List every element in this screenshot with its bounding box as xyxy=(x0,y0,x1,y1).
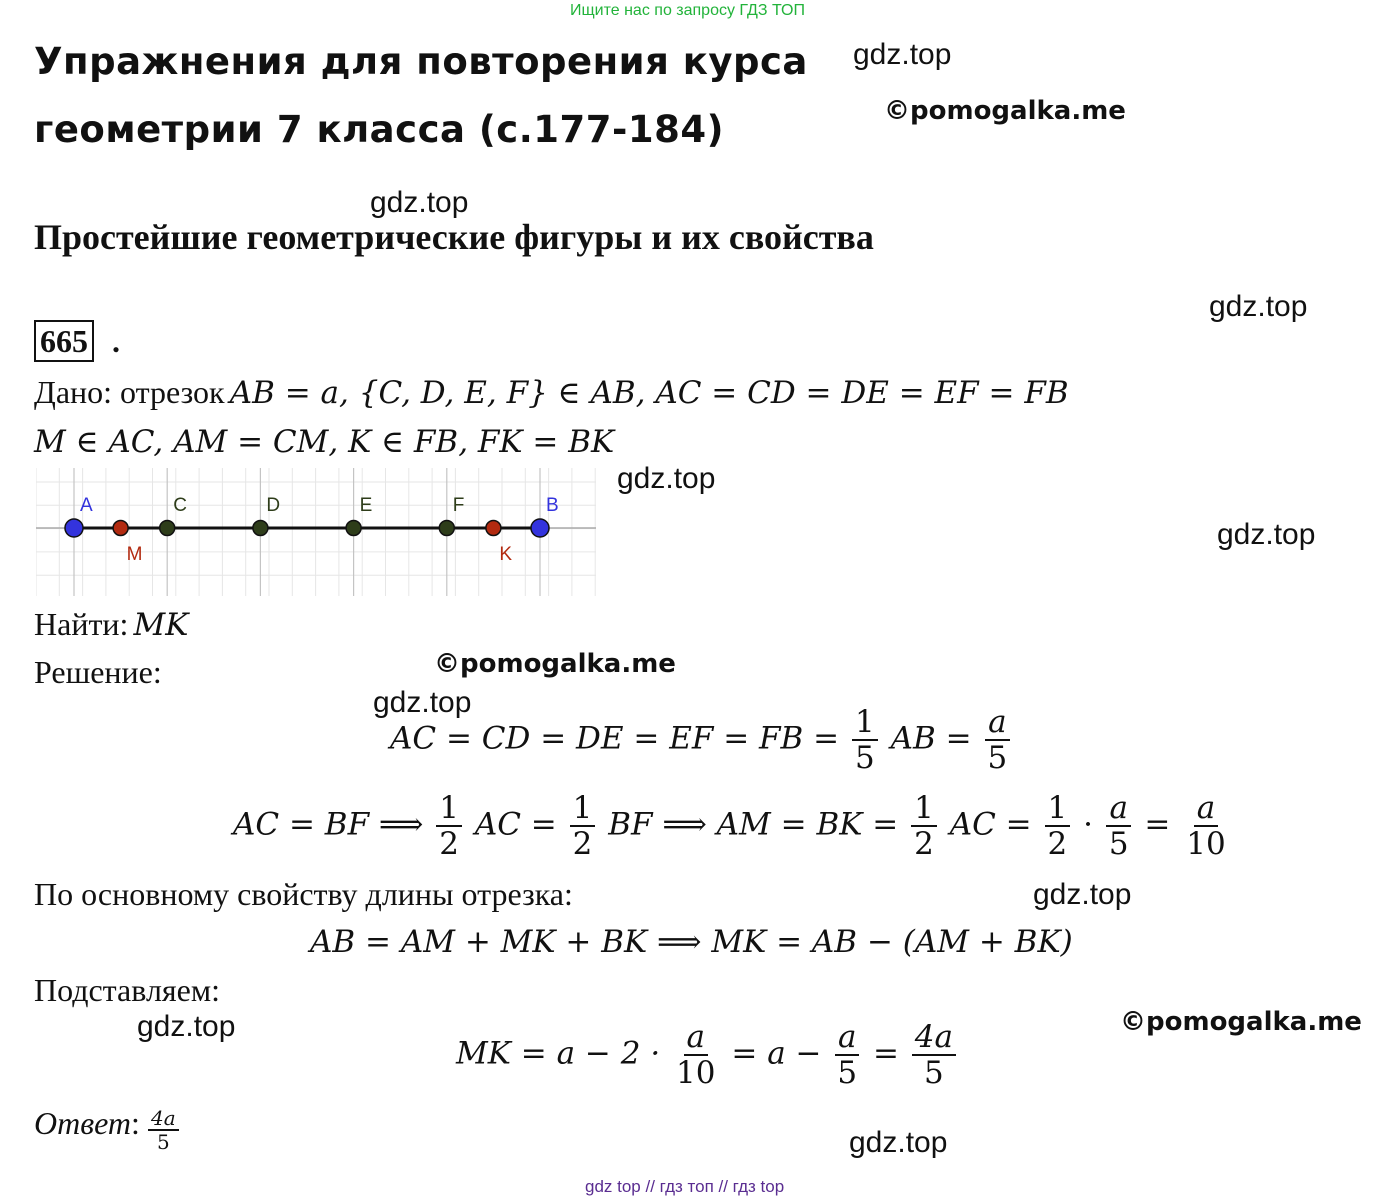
given-line-1 xyxy=(34,374,1069,411)
equation-2: AC = BF ⟹ $\frac{1}{2}$ AC = $\frac{1}{2}$ BF ⟹ AM = BK = $\frac{1}{2}$ AC = $\frac{1}{2}$ · $\frac{a}{5}$ = $\frac{a}{10}$ xyxy=(233,790,1226,863)
given-label: Дано: отрезок xyxy=(34,374,225,410)
point-m xyxy=(113,521,128,536)
point-label-c: C xyxy=(173,495,187,516)
watermark-gdz: gdz.top xyxy=(137,1010,236,1043)
find-value: MK xyxy=(133,607,189,643)
substitute-label: Подставляем: xyxy=(34,972,220,1008)
point-d xyxy=(253,521,268,536)
equation-4: MK = a − 2 · $\frac{a}{10}$ = a − $\frac{a}{5}$ = $\frac{4a}{5}$ xyxy=(456,1020,959,1090)
find-label: Найти: xyxy=(34,606,129,642)
equation-1: AC = CD = DE = EF = FB = $\frac{1}{5}$ AB = $\frac{a}{5}$ xyxy=(390,705,1013,775)
point-label-e: E xyxy=(359,495,373,516)
watermark-gdz: gdz.top xyxy=(1209,290,1308,323)
watermark-gdz: gdz.top xyxy=(1217,518,1316,551)
watermark-gdz: gdz.top xyxy=(853,38,952,71)
watermark-pomogalka: ©pomogalka.me xyxy=(434,649,676,679)
point-label-b: B xyxy=(546,495,559,516)
point-e xyxy=(346,521,361,536)
answer-label: Ответ xyxy=(34,1105,131,1141)
exercise-number-dot: . xyxy=(112,323,120,359)
footer-links: gdz top // гдз топ // гдз top xyxy=(585,1177,785,1196)
property-text: По основному свойству длины отрезка: xyxy=(34,876,573,912)
equation-3: AB = AM + MK + BK ⟹ MK = AB − (AM + BK) xyxy=(310,924,1073,960)
point-label-f: F xyxy=(452,495,465,516)
watermark-gdz: gdz.top xyxy=(1033,878,1132,911)
watermark-gdz: gdz.top xyxy=(370,186,469,219)
point-k xyxy=(486,521,501,536)
segment-diagram xyxy=(36,468,598,598)
watermark-pomogalka: ©pomogalka.me xyxy=(884,96,1126,126)
point-label-d: D xyxy=(266,495,281,516)
page-title-line-2: геометрии 7 класса (с.177-184) xyxy=(34,108,724,151)
given-math-1: AB = a, {C, D, E, F} ∈ AB, AC = CD = DE = EF = FB xyxy=(229,375,1069,411)
point-b xyxy=(531,519,549,537)
watermark-pomogalka: ©pomogalka.me xyxy=(1120,1007,1362,1037)
point-f xyxy=(439,521,454,536)
point-label-a: A xyxy=(80,495,93,516)
section-title: Простейшие геометрические фигуры и их свойства xyxy=(34,217,874,257)
solution-label: Решение: xyxy=(34,654,162,690)
exercise-number: 665 xyxy=(34,320,94,362)
answer-fraction: $\frac{4a}{5}$ xyxy=(148,1107,179,1153)
given-line-2: M ∈ AC, AM = CM, K ∈ FB, FK = BK xyxy=(34,424,615,460)
point-a xyxy=(65,519,83,537)
point-c xyxy=(160,521,175,536)
watermark-gdz: gdz.top xyxy=(373,686,472,719)
find-line xyxy=(34,606,188,643)
point-label-k: K xyxy=(499,544,513,565)
top-banner: Ищите нас по запросу ГДЗ ТОП xyxy=(570,2,805,19)
point-label-m: M xyxy=(126,544,143,565)
answer-line xyxy=(34,1105,182,1153)
page-title-line-1: Упражнения для повторения курса xyxy=(34,40,808,83)
watermark-gdz: gdz.top xyxy=(849,1126,948,1159)
answer-colon: : xyxy=(131,1105,140,1141)
watermark-gdz: gdz.top xyxy=(617,462,716,495)
